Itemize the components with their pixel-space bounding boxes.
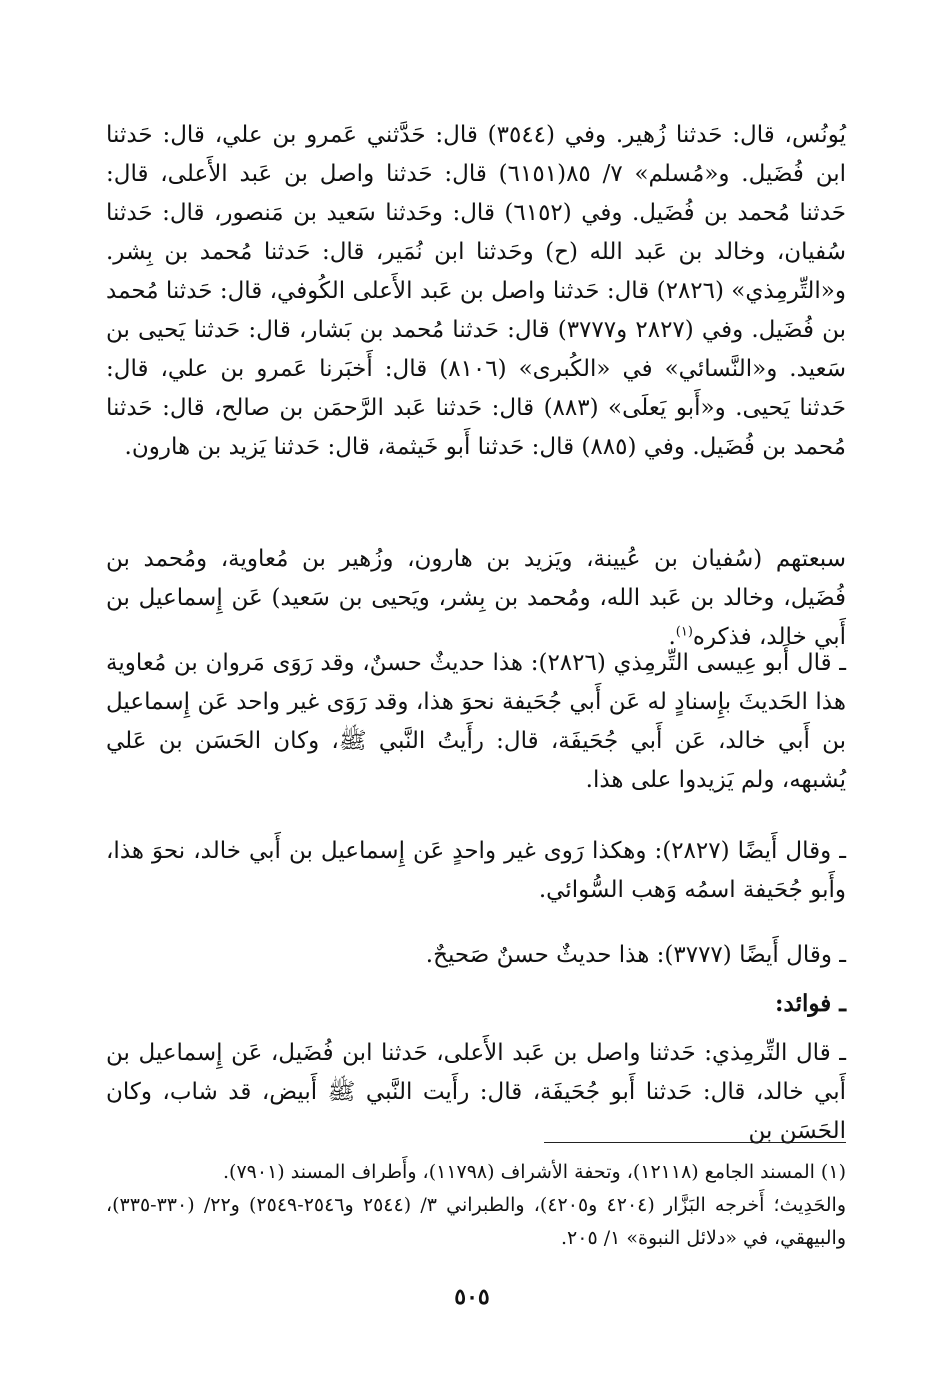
footnote-divider — [544, 1142, 846, 1143]
paragraph-sources: يُونُس، قال: حَدثنا زُهير. وفي (٣٥٤٤) قال: حَدَّثني عَمرو بن علي، قال: حَدثنا ابن فُضَيل. و«مُسلم» ٧/ ٨٥(٦١٥١) قال: حَدثنا واصل بن عَبد الأَعلى، قال: حَدثنا مُحمد بن فُضَيل. وفي (٦١٥٢) قال: وحَدثنا سَعيد بن مَنصور، قال: حَدثنا سُفيان، وخالد بن عَبد الله (ح) وحَدثنا ابن نُمَير، قال: حَدثنا مُحمد بن بِشر. و«التِّرمِذي» (٢٨٢٦) قال: حَدثنا واصل بن عَبد الأَعلى الكُوفي، قال: حَدثنا مُحمد بن فُضَيل. وفي (٢٨٢٧ و٣٧٧٧) قال: حَدثنا مُحمد بن بَشار، قال: حَدثنا يَحيى بن سَعيد. و«النَّسائي» في «الكُبرى» (٨١٠٦) قال: أَخبَرنا عَمرو بن علي، قال: حَدثنا يَحيى. و«أَبو يَعلَى» (٨٨٣) قال: حَدثنا عَبد الرَّحمَن بن صالح، قال: حَدثنا مُحمد بن فُضَيل. وفي (٨٨٥) قال: حَدثنا أَبو خَيثمة، قال: حَدثنا يَزيد بن هارون. — [106, 122, 847, 460]
footnotes — [106, 1156, 846, 1255]
paragraph-text: سبعتهم (سُفيان بن عُيينة، ويَزيد بن هارون، وزُهير بن مُعاوية، ومُحمد بن فُضَيل، وخالد بن عَبد الله، ومُحمد بن بِشر، ويَحيى بن سَعيد) عَن إِسماعيل بن أَبي خالد، فذكره — [106, 546, 846, 650]
footnote-1-continued: والحَدِيث؛ أَخرجه البَزَّار (٤٢٠٤ و٤٢٠٥)، والطبراني ٣/ (٢٥٤٤ و٢٥٤٦-٢٥٤٩) و٢٢/ (٣٣٠-٣٣٥)، والبيهقي، في «دلائل النبوة» ١/ ٢٠٥. — [106, 1194, 847, 1249]
paragraph-seven-narrators — [106, 540, 846, 657]
paragraph-tirmidhi-2827: ـ وقال أَيضًا (٢٨٢٧): وهكذا رَوى غير واحدٍ عَن إِسماعيل بن أَبي خالد، نحوَ هذا، وأَبو جُحَيفة اسمُه وَهب السُّوائي. — [106, 838, 847, 903]
footnote-marker: (١) — [675, 624, 693, 640]
paragraph-tirmidhi-comment: ـ قال أَبو عِيسى التِّرمِذي (٢٨٢٦): هذا حديثٌ حسنٌ، وقد رَوَى مَروان بن مُعاوية هذا الحَديثَ بإِسنادٍ له عَن أَبي جُحَيفة نحوَ هذا، وقد رَوَى غير واحد عَن إِسماعيل بن أَبي خالد، عَن أَبي جُحَيفَة، قال: رأَيتُ النَّبي ﷺ، وكان الحَسَن بن عَلي يُشبهه، ولم يَزيدوا على هذا. — [106, 650, 846, 793]
paragraph-end: . — [668, 624, 676, 650]
page-number: ٥٠٥ — [454, 1284, 490, 1310]
paragraph-benefits-text: ـ قال التِّرمِذي: حَدثنا واصل بن عَبد الأَعلى، حَدثنا ابن فُضَيل، عَن إِسماعيل بن أَبي خالد، قال: حَدثنا أَبو جُحَيفَة، قال: رأَيت النَّبي ﷺ أَبيض، قد شاب، وكان الحَسَن بن — [106, 1040, 846, 1144]
paragraph-tirmidhi-3777: ـ وقال أَيضًا (٣٧٧٧): هذا حديثٌ حسنٌ صَحيحٌ. — [425, 942, 846, 968]
section-heading-benefits: ـ فوائد: — [775, 990, 846, 1017]
footnote-1: (١) المسند الجامع (١٢١١٨)، وتحفة الأشراف (١١٧٩٨)، وأَطراف المسند (٧٩٠١). — [223, 1161, 846, 1183]
